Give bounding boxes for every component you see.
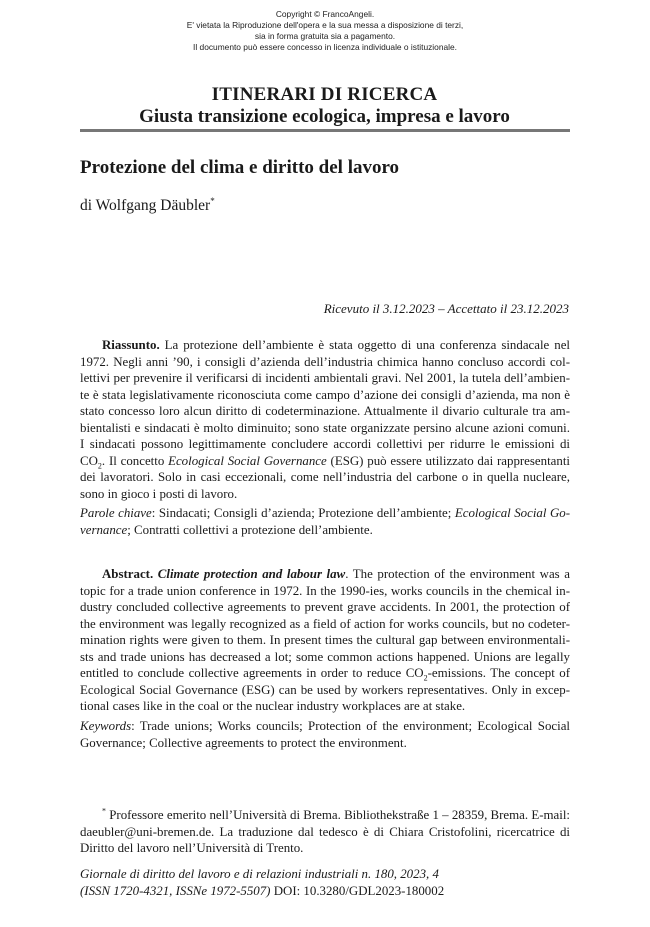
footnote-text: daeubler@uni-bremen.de. La traduzione dal tedesco è di Chiara Cristofolini, ricercatrice di <box>80 824 570 839</box>
copyright-line: E' vietata la Riproduzione dell'opera e la sua messa a disposizione di terzi, <box>186 20 464 30</box>
riassunto-text: dei lavoratori. Solo in casi eccezionali, come nell’industria del carbone o in quella nucleare, <box>80 470 570 484</box>
footnote-mark: * <box>210 196 215 206</box>
riassunto-text: I sindacati possono legittimamente concludere accordi collettivi per ridurre le emissioni di <box>80 437 570 451</box>
copyright-line: sia in forma gratuita sia a pagamento. <box>254 31 396 41</box>
footnote-text: Diritto del lavoro nell’Università di Trento. <box>80 841 304 855</box>
parole-chiave-text: ; Contratti collettivi a protezione dell’ambiente. <box>127 522 373 537</box>
journal-citation: Giornale di diritto del lavoro e di relazioni industriali n. 180, 2023, 4 <box>80 867 439 881</box>
author-line <box>80 196 215 215</box>
header-divider <box>80 129 570 132</box>
series-title: ITINERARI DI RICERCA <box>211 84 438 105</box>
article-title: Protezione del clima e diritto del lavoro <box>80 157 400 178</box>
co2-text: CO <box>80 453 98 468</box>
keywords-text: Governance; Collective agreements to protect the environment. <box>80 735 407 750</box>
abstract-paragraph <box>80 566 570 715</box>
keywords-text: : Trade unions; Works councils; Protection of the environment; Ecological Social <box>131 719 570 733</box>
riassunto-text: bientalisti e sindacati è molto diminuito; sono state organizzate persino alcune azioni comuni. <box>80 420 570 435</box>
keywords-label: Keywords <box>80 719 132 733</box>
co2-subscript: 2 <box>423 673 428 682</box>
footnote-text: Professore emerito nell’Università di Brema. Bibliothekstraße 1 – 28359, Brema. E-mail: <box>106 808 570 822</box>
abstract-text: sts and trade unions has decreased a lot; some common actions happened. Unions are legally <box>80 649 570 664</box>
riassunto-text: sono in gioco i posti di lavoro. <box>80 486 238 501</box>
copyright-notice <box>0 9 650 53</box>
copyright-line: Il documento può essere concesso in licenza individuale o istituzionale. <box>193 42 457 52</box>
journal-reference <box>80 866 570 899</box>
abstract-text: topic for a trade union conference in 1972. In the 1990-ies, works councils in the chemical in- <box>80 583 570 598</box>
parole-chiave-text: : Sindacati; Consigli d’azienda; Protezione dell’ambiente; <box>151 506 455 520</box>
abstract-text: -emissions. The concept of <box>427 666 570 680</box>
series-subtitle: Giusta transizione ecologica, impresa e lavoro <box>139 106 510 127</box>
keywords-paragraph <box>80 718 570 751</box>
riassunto-paragraph <box>80 337 570 502</box>
co2-subscript: 2 <box>97 461 102 469</box>
parole-chiave-text: Ecological Social Go- <box>454 506 570 520</box>
abstract-text: mination rights were given to them. In present times the cultural gap between environmentali- <box>80 633 570 647</box>
abstract-title: Climate protection and labour law <box>157 567 346 581</box>
riassunto-text: . Il concetto <box>101 453 169 468</box>
copyright-line: Copyright © FrancoAngeli. <box>275 9 375 19</box>
author-name: di Wolfgang Däubler <box>80 197 211 215</box>
parole-chiave-label: Parole chiave <box>80 506 152 520</box>
riassunto-text: 1972. Negli anni ’90, i consigli d’azienda dell’industria chimica hanno concluso accordi col- <box>80 354 570 369</box>
riassunto-text: (ESG) può essere utilizzato dai rappresentanti <box>326 453 570 468</box>
abstract-text: . The protection of the environment was a <box>345 567 570 581</box>
journal-issn: (ISSN 1720-4321, ISSNe 1972-5507) <box>80 883 271 898</box>
journal-doi: DOI: 10.3280/GDL2023-180002 <box>270 883 445 898</box>
abstract-text: Ecological Social Governance (ESG) can be used by workers representatives. Only in excep- <box>80 682 570 697</box>
abstract-text: the environment was legally recognized as a field of action for works councils, but no codeter- <box>80 616 570 631</box>
riassunto-text: lettivi per prevenire il verificarsi di incidenti ambientali gravi. Nel 2001, la tutela dell’ambien- <box>80 371 570 385</box>
parole-chiave-paragraph <box>80 505 570 538</box>
riassunto-label: Riassunto. <box>102 338 160 352</box>
received-accepted-dates: Ricevuto il 3.12.2023 – Accettato il 23.12.2023 <box>323 301 569 316</box>
footnote-mark: * <box>102 807 106 816</box>
abstract-label: Abstract. <box>102 567 154 581</box>
parole-chiave-text: vernance <box>80 522 128 537</box>
abstract-text: entitled to conclude collective agreements in order to reduce CO <box>80 666 424 680</box>
riassunto-text: stato concesso loro alcun diritto di codeterminazione. Attualmente il divario culturale tra am- <box>80 404 570 418</box>
riassunto-text: La protezione dell’ambiente è stata oggetto di una conferenza sindacale nel <box>159 338 570 352</box>
series-header <box>80 84 569 128</box>
abstract-text: tional cases like in the coal or the nuclear industry workplaces are at stake. <box>80 699 466 713</box>
abstract-text: dustry concluded collective agreements to prevent grave accidents. In 2001, the protection of <box>80 600 570 614</box>
riassunto-text: te è stata legislativamente riconosciuta come campo d’azione dei consigli d’azienda, ma non è <box>80 387 570 402</box>
author-footnote <box>80 807 570 857</box>
esg-term: Ecological Social Governance <box>168 453 327 468</box>
